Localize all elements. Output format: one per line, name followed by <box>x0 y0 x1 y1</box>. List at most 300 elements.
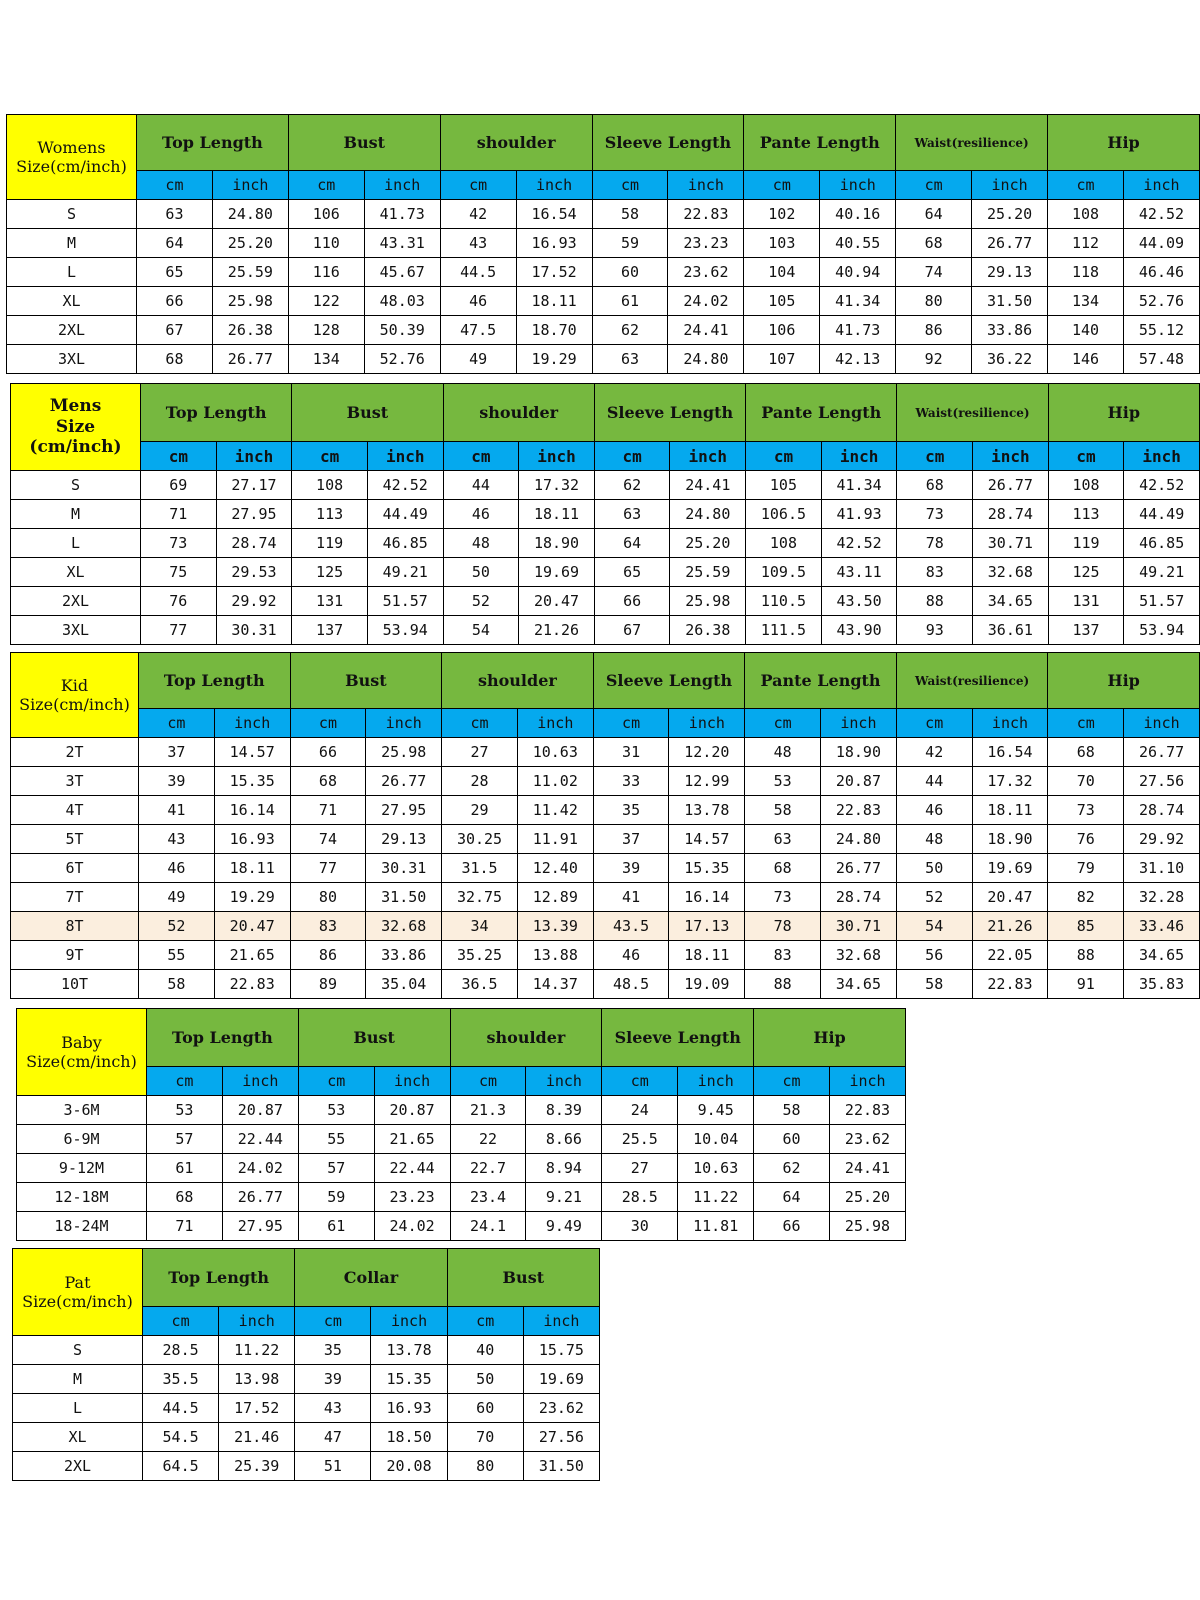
measurement-cell: 21.3 <box>450 1096 526 1125</box>
measurement-cell: 14.57 <box>214 738 290 767</box>
measurement-cell: 13.39 <box>517 912 593 941</box>
unit-header-inch: inch <box>216 442 292 471</box>
mens-group-row <box>11 384 1200 442</box>
measurement-cell: 46.85 <box>367 529 443 558</box>
measurement-cell: 73 <box>745 883 821 912</box>
measurement-cell: 23.23 <box>374 1183 450 1212</box>
measurement-cell: 23.23 <box>668 229 744 258</box>
measurement-cell: 53 <box>298 1096 374 1125</box>
measurement-cell: 43.5 <box>593 912 669 941</box>
measurement-cell: 33 <box>593 767 669 796</box>
measurement-cell: 27.95 <box>216 500 292 529</box>
measurement-cell: 32.68 <box>973 558 1049 587</box>
measurement-cell: 44.5 <box>143 1394 219 1423</box>
measurement-cell: 42 <box>440 200 516 229</box>
kid-group-row <box>11 653 1200 709</box>
column-header-top-length: Top Length <box>147 1009 299 1067</box>
measurement-cell: 43 <box>295 1394 371 1423</box>
unit-header-inch: inch <box>519 442 595 471</box>
measurement-cell: 18.50 <box>371 1423 447 1452</box>
measurement-cell: 77 <box>290 854 366 883</box>
measurement-cell: 36.5 <box>442 970 518 999</box>
table-row <box>7 345 1200 374</box>
measurement-cell: 24.80 <box>668 345 744 374</box>
measurement-cell: 70 <box>447 1423 523 1452</box>
size-label: 2T <box>11 738 139 767</box>
measurement-cell: 30.25 <box>442 825 518 854</box>
unit-header-cm: cm <box>593 709 669 738</box>
measurement-cell: 63 <box>745 825 821 854</box>
measurement-cell: 105 <box>746 471 822 500</box>
measurement-cell: 137 <box>292 616 368 645</box>
measurement-cell: 27.95 <box>222 1212 298 1241</box>
unit-header-inch: inch <box>516 171 592 200</box>
unit-header-cm: cm <box>594 442 670 471</box>
measurement-cell: 34.65 <box>973 587 1049 616</box>
measurement-cell: 32.75 <box>442 883 518 912</box>
measurement-cell: 73 <box>897 500 973 529</box>
size-label: 9-12M <box>17 1154 147 1183</box>
measurement-cell: 50 <box>896 854 972 883</box>
measurement-cell: 11.22 <box>219 1336 295 1365</box>
measurement-cell: 52 <box>896 883 972 912</box>
measurement-cell: 32.28 <box>1124 883 1200 912</box>
measurement-cell: 73 <box>1048 796 1124 825</box>
size-label: XL <box>11 558 141 587</box>
measurement-cell: 44.5 <box>440 258 516 287</box>
measurement-cell: 46 <box>443 500 519 529</box>
measurement-cell: 44.49 <box>1124 500 1200 529</box>
measurement-cell: 60 <box>754 1125 830 1154</box>
measurement-cell: 146 <box>1048 345 1124 374</box>
measurement-cell: 67 <box>594 616 670 645</box>
measurement-cell: 30.71 <box>821 912 897 941</box>
measurement-cell: 58 <box>896 970 972 999</box>
measurement-cell: 66 <box>290 738 366 767</box>
measurement-cell: 18.11 <box>214 854 290 883</box>
measurement-cell: 35.5 <box>143 1365 219 1394</box>
measurement-cell: 110.5 <box>746 587 822 616</box>
measurement-cell: 71 <box>290 796 366 825</box>
measurement-cell: 70 <box>1048 767 1124 796</box>
measurement-cell: 118 <box>1048 258 1124 287</box>
size-label: L <box>13 1394 143 1423</box>
unit-header-cm: cm <box>147 1067 223 1096</box>
measurement-cell: 26.77 <box>972 229 1048 258</box>
measurement-cell: 102 <box>744 200 820 229</box>
measurement-cell: 79 <box>1048 854 1124 883</box>
measurement-cell: 41.73 <box>364 200 440 229</box>
measurement-cell: 104 <box>744 258 820 287</box>
measurement-cell: 25.20 <box>212 229 288 258</box>
column-header-shoulder: shoulder <box>440 115 592 171</box>
size-label: S <box>7 200 137 229</box>
measurement-cell: 125 <box>292 558 368 587</box>
table-row <box>11 970 1200 999</box>
measurement-cell: 68 <box>896 229 972 258</box>
measurement-cell: 26.77 <box>222 1183 298 1212</box>
measurement-cell: 30.31 <box>216 616 292 645</box>
measurement-cell: 111.5 <box>746 616 822 645</box>
column-header-pante-length: Pante Length <box>746 384 897 442</box>
unit-header-inch: inch <box>371 1307 447 1336</box>
unit-header-inch: inch <box>526 1067 602 1096</box>
measurement-cell: 43 <box>440 229 516 258</box>
measurement-cell: 42 <box>896 738 972 767</box>
measurement-cell: 15.35 <box>214 767 290 796</box>
column-header-bust: Bust <box>290 653 442 709</box>
size-label: 2XL <box>7 316 137 345</box>
unit-header-inch: inch <box>972 171 1048 200</box>
measurement-cell: 8.66 <box>526 1125 602 1154</box>
measurement-cell: 64 <box>754 1183 830 1212</box>
measurement-cell: 24 <box>602 1096 678 1125</box>
column-header-waist-resilience: Waist(resilience) <box>896 653 1048 709</box>
table-row <box>11 529 1200 558</box>
measurement-cell: 43.31 <box>364 229 440 258</box>
measurement-cell: 25.20 <box>972 200 1048 229</box>
unit-header-inch: inch <box>678 1067 754 1096</box>
measurement-cell: 20.47 <box>214 912 290 941</box>
measurement-cell: 23.62 <box>830 1125 906 1154</box>
measurement-cell: 62 <box>594 471 670 500</box>
measurement-cell: 30.31 <box>366 854 442 883</box>
measurement-cell: 24.80 <box>821 825 897 854</box>
measurement-cell: 62 <box>592 316 668 345</box>
measurement-cell: 26.77 <box>821 854 897 883</box>
measurement-cell: 24.02 <box>374 1212 450 1241</box>
measurement-cell: 39 <box>593 854 669 883</box>
measurement-cell: 29.13 <box>972 258 1048 287</box>
measurement-cell: 66 <box>137 287 213 316</box>
measurement-cell: 15.35 <box>371 1365 447 1394</box>
measurement-cell: 56 <box>896 941 972 970</box>
unit-header-cm: cm <box>602 1067 678 1096</box>
unit-header-cm: cm <box>592 171 668 200</box>
unit-header-cm: cm <box>896 709 972 738</box>
measurement-cell: 68 <box>147 1183 223 1212</box>
unit-header-inch: inch <box>973 442 1049 471</box>
measurement-cell: 25.5 <box>602 1125 678 1154</box>
measurement-cell: 68 <box>137 345 213 374</box>
measurement-cell: 106 <box>288 200 364 229</box>
measurement-cell: 40.55 <box>820 229 896 258</box>
unit-header-inch: inch <box>972 709 1048 738</box>
measurement-cell: 25.98 <box>366 738 442 767</box>
measurement-cell: 33.86 <box>366 941 442 970</box>
measurement-cell: 54 <box>896 912 972 941</box>
table-row <box>11 616 1200 645</box>
measurement-cell: 53.94 <box>367 616 443 645</box>
column-header-shoulder: shoulder <box>443 384 594 442</box>
measurement-cell: 63 <box>137 200 213 229</box>
size-label: XL <box>13 1423 143 1452</box>
measurement-cell: 83 <box>897 558 973 587</box>
measurement-cell: 22 <box>450 1125 526 1154</box>
measurement-cell: 41 <box>593 883 669 912</box>
unit-header-inch: inch <box>821 709 897 738</box>
measurement-cell: 18.11 <box>516 287 592 316</box>
measurement-cell: 25.98 <box>212 287 288 316</box>
measurement-cell: 43 <box>139 825 215 854</box>
column-header-sleeve-length: Sleeve Length <box>593 653 745 709</box>
measurement-cell: 58 <box>592 200 668 229</box>
measurement-cell: 18.11 <box>972 796 1048 825</box>
column-header-hip: Hip <box>1048 653 1200 709</box>
unit-header-inch: inch <box>517 709 593 738</box>
measurement-cell: 46 <box>593 941 669 970</box>
measurement-cell: 12.40 <box>517 854 593 883</box>
table-row <box>7 200 1200 229</box>
measurement-cell: 86 <box>896 316 972 345</box>
measurement-cell: 25.98 <box>670 587 746 616</box>
measurement-cell: 76 <box>141 587 217 616</box>
measurement-cell: 18.90 <box>821 738 897 767</box>
measurement-cell: 134 <box>1048 287 1124 316</box>
unit-header-cm: cm <box>295 1307 371 1336</box>
measurement-cell: 58 <box>745 796 821 825</box>
unit-header-cm: cm <box>447 1307 523 1336</box>
measurement-cell: 8.94 <box>526 1154 602 1183</box>
measurement-cell: 13.98 <box>219 1365 295 1394</box>
measurement-cell: 125 <box>1048 558 1124 587</box>
measurement-cell: 25.59 <box>670 558 746 587</box>
measurement-cell: 42.52 <box>821 529 897 558</box>
measurement-cell: 80 <box>447 1452 523 1481</box>
measurement-cell: 10.63 <box>678 1154 754 1183</box>
measurement-cell: 49.21 <box>367 558 443 587</box>
column-header-shoulder: shoulder <box>450 1009 602 1067</box>
table-row <box>11 912 1200 941</box>
unit-header-inch: inch <box>1124 442 1200 471</box>
table-row <box>17 1125 906 1154</box>
measurement-cell: 12.89 <box>517 883 593 912</box>
pet-size-table <box>12 1248 600 1481</box>
size-label: 3T <box>11 767 139 796</box>
size-label: 4T <box>11 796 139 825</box>
measurement-cell: 105 <box>744 287 820 316</box>
measurement-cell: 108 <box>1048 200 1124 229</box>
measurement-cell: 108 <box>1048 471 1124 500</box>
measurement-cell: 34.65 <box>1124 941 1200 970</box>
measurement-cell: 64 <box>594 529 670 558</box>
size-label: 7T <box>11 883 139 912</box>
measurement-cell: 44.49 <box>367 500 443 529</box>
measurement-cell: 50.39 <box>364 316 440 345</box>
measurement-cell: 10.04 <box>678 1125 754 1154</box>
mens-title: Mens Size (cm/inch) <box>11 384 141 471</box>
measurement-cell: 82 <box>1048 883 1124 912</box>
measurement-cell: 108 <box>746 529 822 558</box>
column-header-top-length: Top Length <box>139 653 291 709</box>
measurement-cell: 26.77 <box>973 471 1049 500</box>
baby-group-row <box>17 1009 906 1067</box>
measurement-cell: 47.5 <box>440 316 516 345</box>
table-row <box>11 796 1200 825</box>
measurement-cell: 31.50 <box>972 287 1048 316</box>
table-row <box>11 500 1200 529</box>
unit-header-inch: inch <box>670 442 746 471</box>
measurement-cell: 22.83 <box>830 1096 906 1125</box>
measurement-cell: 55 <box>298 1125 374 1154</box>
unit-header-inch: inch <box>1124 709 1200 738</box>
measurement-cell: 17.13 <box>669 912 745 941</box>
measurement-cell: 26.38 <box>670 616 746 645</box>
baby-unit-row <box>17 1067 906 1096</box>
measurement-cell: 17.52 <box>516 258 592 287</box>
measurement-cell: 64 <box>137 229 213 258</box>
kid-unit-row <box>11 709 1200 738</box>
measurement-cell: 43.11 <box>821 558 897 587</box>
pet-title: Pat Size(cm/inch) <box>13 1249 143 1336</box>
measurement-cell: 63 <box>592 345 668 374</box>
measurement-cell: 36.22 <box>972 345 1048 374</box>
unit-header-cm: cm <box>288 171 364 200</box>
measurement-cell: 36.61 <box>973 616 1049 645</box>
unit-header-cm: cm <box>450 1067 526 1096</box>
measurement-cell: 11.81 <box>678 1212 754 1241</box>
measurement-cell: 25.59 <box>212 258 288 287</box>
measurement-cell: 37 <box>139 738 215 767</box>
unit-header-cm: cm <box>1048 171 1124 200</box>
measurement-cell: 19.69 <box>972 854 1048 883</box>
measurement-cell: 77 <box>141 616 217 645</box>
measurement-cell: 46.85 <box>1124 529 1200 558</box>
size-label: 5T <box>11 825 139 854</box>
kid-size-table <box>10 652 1200 999</box>
measurement-cell: 52.76 <box>1123 287 1199 316</box>
unit-header-inch: inch <box>523 1307 599 1336</box>
measurement-cell: 20.08 <box>371 1452 447 1481</box>
measurement-cell: 74 <box>290 825 366 854</box>
measurement-cell: 68 <box>745 854 821 883</box>
measurement-cell: 63 <box>594 500 670 529</box>
measurement-cell: 52 <box>139 912 215 941</box>
measurement-cell: 42.52 <box>1124 471 1200 500</box>
measurement-cell: 51 <box>295 1452 371 1481</box>
measurement-cell: 37 <box>593 825 669 854</box>
measurement-cell: 78 <box>745 912 821 941</box>
measurement-cell: 51.57 <box>367 587 443 616</box>
measurement-cell: 131 <box>292 587 368 616</box>
unit-header-cm: cm <box>443 442 519 471</box>
unit-header-inch: inch <box>830 1067 906 1096</box>
measurement-cell: 22.83 <box>821 796 897 825</box>
measurement-cell: 46.46 <box>1123 258 1199 287</box>
size-label: 3-6M <box>17 1096 147 1125</box>
mens-unit-row <box>11 442 1200 471</box>
measurement-cell: 43.90 <box>821 616 897 645</box>
column-header-sleeve-length: Sleeve Length <box>594 384 745 442</box>
measurement-cell: 28.74 <box>973 500 1049 529</box>
kid-title: Kid Size(cm/inch) <box>11 653 139 738</box>
column-header-shoulder: shoulder <box>442 653 594 709</box>
measurement-cell: 20.47 <box>519 587 595 616</box>
size-label: 9T <box>11 941 139 970</box>
unit-header-inch: inch <box>212 171 288 200</box>
measurement-cell: 24.1 <box>450 1212 526 1241</box>
unit-header-cm: cm <box>440 171 516 200</box>
unit-header-cm: cm <box>744 171 820 200</box>
measurement-cell: 40.94 <box>820 258 896 287</box>
measurement-cell: 35.25 <box>442 941 518 970</box>
measurement-cell: 49 <box>139 883 215 912</box>
measurement-cell: 39 <box>139 767 215 796</box>
measurement-cell: 34.65 <box>821 970 897 999</box>
unit-header-inch: inch <box>367 442 443 471</box>
measurement-cell: 28.5 <box>602 1183 678 1212</box>
measurement-cell: 61 <box>592 287 668 316</box>
measurement-cell: 48.03 <box>364 287 440 316</box>
measurement-cell: 33.46 <box>1124 912 1200 941</box>
measurement-cell: 13.78 <box>371 1336 447 1365</box>
measurement-cell: 69 <box>141 471 217 500</box>
size-label: S <box>13 1336 143 1365</box>
measurement-cell: 52.76 <box>364 345 440 374</box>
measurement-cell: 24.80 <box>670 500 746 529</box>
unit-header-inch: inch <box>364 171 440 200</box>
measurement-cell: 137 <box>1048 616 1124 645</box>
measurement-cell: 18.70 <box>516 316 592 345</box>
table-row <box>13 1365 600 1394</box>
size-label: XL <box>7 287 137 316</box>
measurement-cell: 31.10 <box>1124 854 1200 883</box>
measurement-cell: 31.5 <box>442 854 518 883</box>
column-header-top-length: Top Length <box>143 1249 295 1307</box>
measurement-cell: 53 <box>745 767 821 796</box>
measurement-cell: 8.39 <box>526 1096 602 1125</box>
measurement-cell: 52 <box>443 587 519 616</box>
measurement-cell: 59 <box>592 229 668 258</box>
measurement-cell: 18.11 <box>669 941 745 970</box>
measurement-cell: 20.87 <box>821 767 897 796</box>
measurement-cell: 61 <box>298 1212 374 1241</box>
measurement-cell: 73 <box>141 529 217 558</box>
measurement-cell: 28.74 <box>1124 796 1200 825</box>
size-label: 2XL <box>11 587 141 616</box>
baby-title: Baby Size(cm/inch) <box>17 1009 147 1096</box>
measurement-cell: 18.11 <box>519 500 595 529</box>
measurement-cell: 14.37 <box>517 970 593 999</box>
measurement-cell: 16.93 <box>371 1394 447 1423</box>
measurement-cell: 26.77 <box>212 345 288 374</box>
unit-header-cm: cm <box>745 709 821 738</box>
measurement-cell: 112 <box>1048 229 1124 258</box>
measurement-cell: 17.32 <box>519 471 595 500</box>
measurement-cell: 22.7 <box>450 1154 526 1183</box>
measurement-cell: 50 <box>447 1365 523 1394</box>
size-label: 2XL <box>13 1452 143 1481</box>
measurement-cell: 27.17 <box>216 471 292 500</box>
measurement-cell: 24.02 <box>222 1154 298 1183</box>
measurement-cell: 41.34 <box>821 471 897 500</box>
column-header-waist-resilience: Waist(resilience) <box>896 115 1048 171</box>
measurement-cell: 46 <box>440 287 516 316</box>
measurement-cell: 11.02 <box>517 767 593 796</box>
measurement-cell: 13.78 <box>669 796 745 825</box>
measurement-cell: 60 <box>592 258 668 287</box>
measurement-cell: 66 <box>594 587 670 616</box>
measurement-cell: 27 <box>602 1154 678 1183</box>
measurement-cell: 108 <box>292 471 368 500</box>
table-row <box>13 1452 600 1481</box>
measurement-cell: 22.44 <box>222 1125 298 1154</box>
measurement-cell: 27.56 <box>1124 767 1200 796</box>
measurement-cell: 46 <box>896 796 972 825</box>
table-row <box>13 1336 600 1365</box>
column-header-bust: Bust <box>292 384 443 442</box>
measurement-cell: 11.91 <box>517 825 593 854</box>
